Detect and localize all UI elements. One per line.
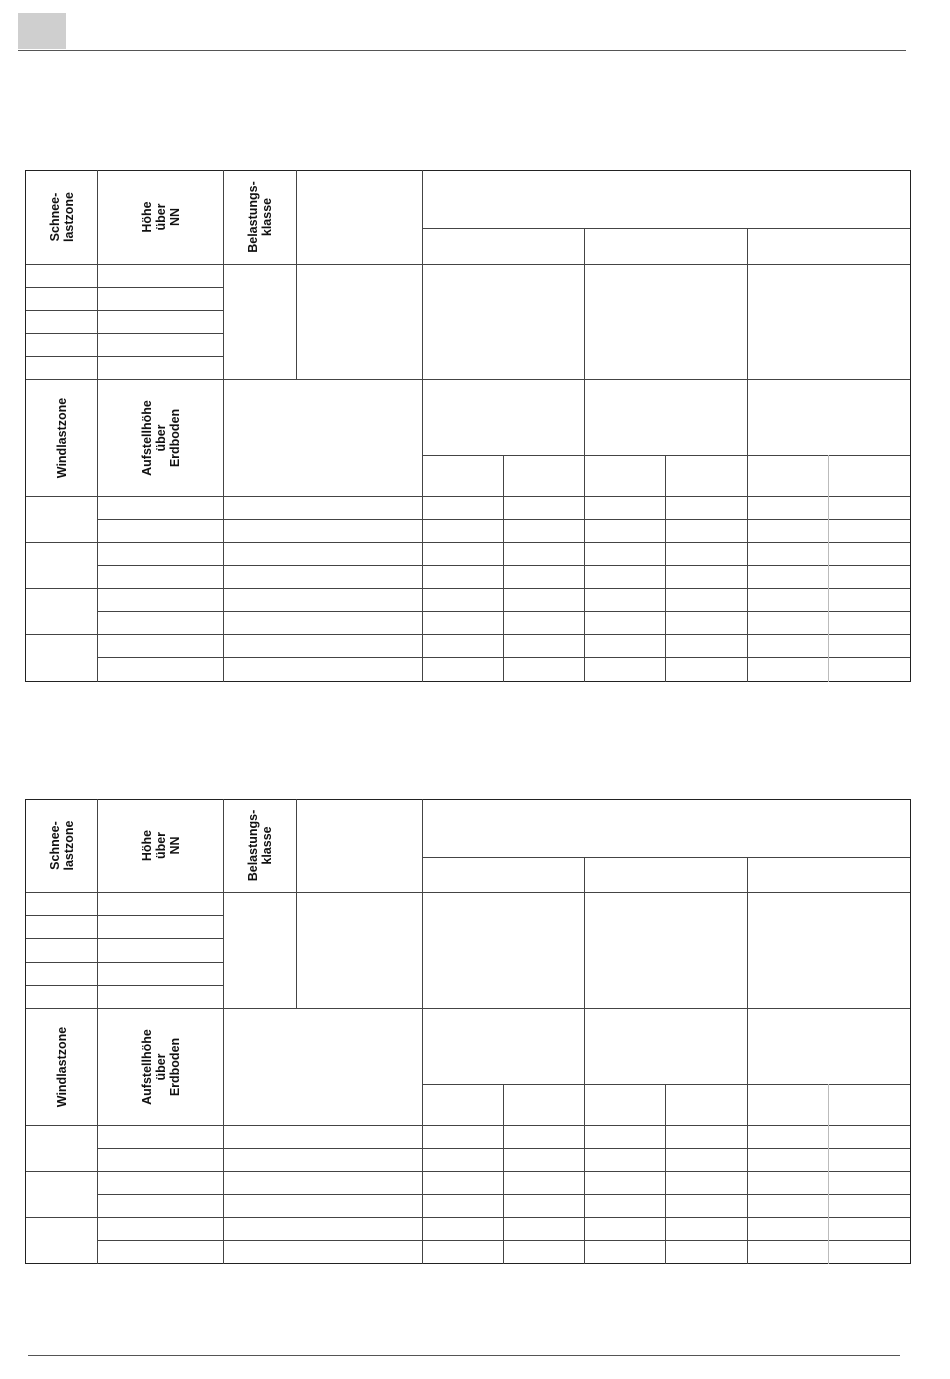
grid-line bbox=[910, 170, 911, 682]
grid-line bbox=[97, 799, 98, 1264]
grid-line bbox=[665, 455, 666, 682]
grid-line bbox=[584, 857, 585, 1264]
altitude-header: Höhe über NN bbox=[139, 201, 182, 233]
grid-line bbox=[25, 287, 224, 288]
grid-line bbox=[98, 1194, 911, 1195]
grid-line bbox=[503, 1084, 504, 1264]
grid-line bbox=[223, 799, 224, 1264]
grid-line bbox=[25, 356, 224, 357]
grid-line bbox=[98, 1148, 911, 1149]
footer-rule bbox=[28, 1355, 900, 1356]
grid-line bbox=[25, 170, 26, 682]
grid-line bbox=[747, 228, 748, 682]
grid-line bbox=[25, 681, 911, 682]
grid-line bbox=[98, 657, 911, 658]
grid-line bbox=[584, 228, 585, 682]
grid-line bbox=[423, 228, 911, 229]
grid-line bbox=[223, 170, 224, 682]
grid-line bbox=[25, 379, 911, 380]
grid-line bbox=[503, 455, 504, 682]
grid-line bbox=[25, 799, 911, 800]
grid-line bbox=[25, 985, 224, 986]
grid-line bbox=[25, 962, 224, 963]
grid-line bbox=[25, 915, 224, 916]
install-height-header: Aufstellhöhe über Erdboden bbox=[139, 1029, 182, 1105]
grid-line bbox=[296, 799, 297, 1009]
grid-line bbox=[828, 1084, 829, 1264]
grid-line bbox=[25, 1263, 911, 1264]
grid-line bbox=[25, 938, 224, 939]
grid-line bbox=[25, 799, 26, 1264]
grid-line bbox=[25, 170, 911, 171]
grid-line bbox=[422, 170, 423, 682]
load-class-header: Belastungs- klasse bbox=[246, 181, 274, 253]
grid-line bbox=[98, 519, 911, 520]
grid-line bbox=[98, 611, 911, 612]
wind-zone-header: Windlastzone bbox=[54, 1026, 69, 1108]
grid-line bbox=[97, 170, 98, 682]
grid-line bbox=[25, 542, 911, 543]
grid-line bbox=[25, 264, 911, 265]
header-rule bbox=[18, 50, 906, 51]
grid-line bbox=[423, 455, 911, 456]
grid-line bbox=[98, 1240, 911, 1241]
grid-line bbox=[296, 170, 297, 380]
snow-zone-header: Schnee- lastzone bbox=[47, 192, 76, 243]
grid-line bbox=[25, 892, 911, 893]
grid-line bbox=[423, 1084, 911, 1085]
grid-line bbox=[665, 1084, 666, 1264]
grid-line bbox=[25, 1171, 911, 1172]
grid-line bbox=[98, 565, 911, 566]
snow-zone-header: Schnee- lastzone bbox=[47, 820, 76, 871]
grid-line bbox=[747, 857, 748, 1264]
load-class-header: Belastungs- klasse bbox=[246, 809, 274, 882]
grid-line bbox=[25, 588, 911, 589]
grid-line bbox=[25, 333, 224, 334]
altitude-header: Höhe über NN bbox=[139, 829, 182, 862]
grid-line bbox=[25, 1217, 911, 1218]
grid-line bbox=[25, 1008, 911, 1009]
grid-line bbox=[828, 455, 829, 682]
grid-line bbox=[422, 799, 423, 1264]
grid-line bbox=[25, 1125, 911, 1126]
grid-line bbox=[25, 496, 911, 497]
header-marker bbox=[18, 13, 66, 49]
grid-line bbox=[423, 857, 911, 858]
grid-line bbox=[25, 634, 911, 635]
grid-line bbox=[910, 799, 911, 1264]
install-height-header: Aufstellhöhe über Erdboden bbox=[139, 400, 182, 476]
wind-zone-header: Windlastzone bbox=[54, 397, 69, 479]
grid-line bbox=[25, 310, 224, 311]
